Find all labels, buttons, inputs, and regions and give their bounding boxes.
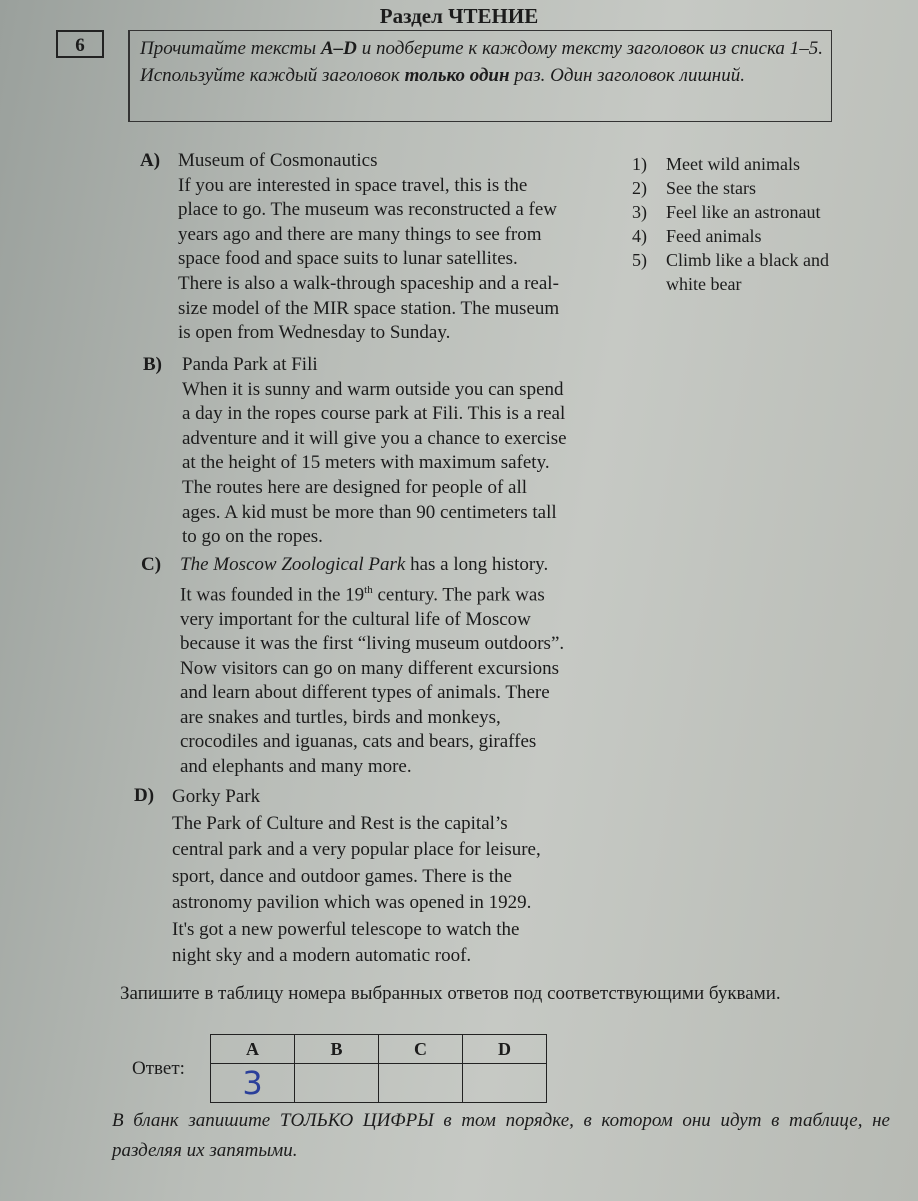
text-line: It's got a new powerful telescope to watch the (172, 918, 520, 940)
table-prompt: Запишите в таблицу номера выбранных ответов под соответствующими буквами. (120, 983, 781, 1004)
instruction-text: Прочитайте тексты (140, 38, 321, 59)
text-line: central park and a very popular place for leisure, (172, 839, 541, 860)
text-line (180, 553, 616, 578)
text-letter: B) (143, 354, 162, 375)
heading-text: Climb like a black and (666, 250, 829, 270)
text-a-body (178, 149, 610, 346)
text-line: very important for the cultural life of Moscow (180, 608, 531, 630)
heading-item (632, 200, 872, 224)
answer-label: Ответ: (132, 1058, 185, 1079)
text-line: ages. A kid must be more than 90 centimeters tall (182, 501, 557, 523)
heading-item (632, 152, 872, 176)
answer-table (210, 1034, 547, 1103)
text-line: If you are interested in space travel, this is the (178, 174, 528, 196)
answer-column-header: A (211, 1035, 295, 1064)
instruction-box (128, 30, 832, 122)
heading-number: 3) (632, 202, 647, 222)
text-line: crocodiles and iguanas, cats and bears, giraffes (180, 731, 537, 753)
answer-cell[interactable] (463, 1064, 547, 1103)
text-fragment: It was founded in the 19 (180, 583, 365, 605)
text-line: a day in the ropes course park at Fili. This is a real (182, 403, 566, 425)
heading-item (632, 224, 872, 248)
text-line: and elephants and many more. (180, 756, 412, 778)
text-line: space food and space suits to lunar satellites. (178, 248, 518, 270)
heading-text-continued: white bear (666, 274, 742, 294)
heading-text: See the stars (666, 178, 756, 198)
section-title: Раздел ЧТЕНИЕ (379, 4, 539, 28)
text-line: night sky and a modern automatic roof. (172, 945, 472, 966)
text-line: years ago and there are many things to see from (178, 223, 542, 245)
text-line: place to go. The museum was reconstructed a few (178, 199, 557, 221)
instruction-text: и подберите к каждому тексту заголовок из списка 1–5. Используйте каждый заголовок (140, 38, 823, 86)
text-b-body (182, 353, 612, 550)
heading-number: 4) (632, 226, 647, 246)
instruction-text: раз. Один заголовок лишний. (509, 65, 745, 86)
text-line (180, 578, 616, 608)
text-line: because it was the first “living museum outdoors”. (180, 633, 565, 655)
answer-cell[interactable]: 3 (211, 1064, 295, 1103)
text-fragment: has a long history. (405, 554, 549, 575)
instruction-bold: A–D (320, 38, 357, 59)
text-letter: C) (141, 554, 162, 575)
text-letter: A) (140, 150, 161, 171)
heading-text: Feed animals (666, 226, 762, 246)
answer-column-header: C (379, 1035, 463, 1064)
text-line: The routes here are designed for people of all (182, 476, 528, 498)
text-line: is open from Wednesday to Sunday. (178, 322, 451, 344)
text-line: and learn about different types of animals. There (180, 682, 550, 704)
answer-cell[interactable] (379, 1064, 463, 1103)
headings-list (632, 152, 872, 296)
task-number: 6 (56, 30, 104, 58)
text-line: to go on the ropes. (182, 526, 323, 548)
text-fragment: century. The park was (372, 583, 545, 605)
answer-column-header: B (295, 1035, 379, 1064)
heading-text: Meet wild animals (666, 154, 800, 174)
text-line: at the height of 15 meters with maximum safety. (182, 452, 550, 474)
heading-number: 1) (632, 154, 647, 174)
text-d-body (172, 784, 626, 970)
footer-instruction: В бланк запишите ТОЛЬКО ЦИФРЫ в том порядке, в котором они идут в таблице, не разделяя их запятыми. (112, 1110, 890, 1161)
heading-item (632, 176, 872, 200)
text-line: Now visitors can go on many different excursions (180, 657, 560, 679)
text-line: The Park of Culture and Rest is the capital’s (172, 812, 508, 834)
text-heading: Gorky Park (172, 786, 261, 807)
text-line: size model of the MIR space station. The museum (178, 297, 560, 319)
text-line: There is also a walk-through spaceship and a real- (178, 272, 559, 294)
text-line: When it is sunny and warm outside you can spend (182, 378, 564, 400)
text-c-body (180, 553, 616, 780)
text-italic-title: The Moscow Zoological Park (180, 554, 406, 575)
instruction-bold: только один (404, 65, 510, 86)
heading-item (632, 248, 872, 272)
answer-cell[interactable] (295, 1064, 379, 1103)
heading-number: 2) (632, 178, 647, 198)
text-line: astronomy pavilion which was opened in 1929. (172, 892, 532, 913)
heading-number: 5) (632, 250, 647, 270)
text-heading: Panda Park at Fili (182, 354, 318, 375)
heading-text: Feel like an astronaut (666, 202, 821, 222)
text-letter: D) (134, 785, 155, 806)
answer-column-header: D (463, 1035, 547, 1064)
text-line: are snakes and turtles, birds and monkeys, (180, 706, 501, 728)
text-line: adventure and it will give you a chance to exercise (182, 427, 567, 449)
text-heading: Museum of Cosmonautics (178, 150, 378, 171)
text-superscript: th (364, 583, 373, 596)
text-line: sport, dance and outdoor games. There is the (172, 865, 512, 887)
